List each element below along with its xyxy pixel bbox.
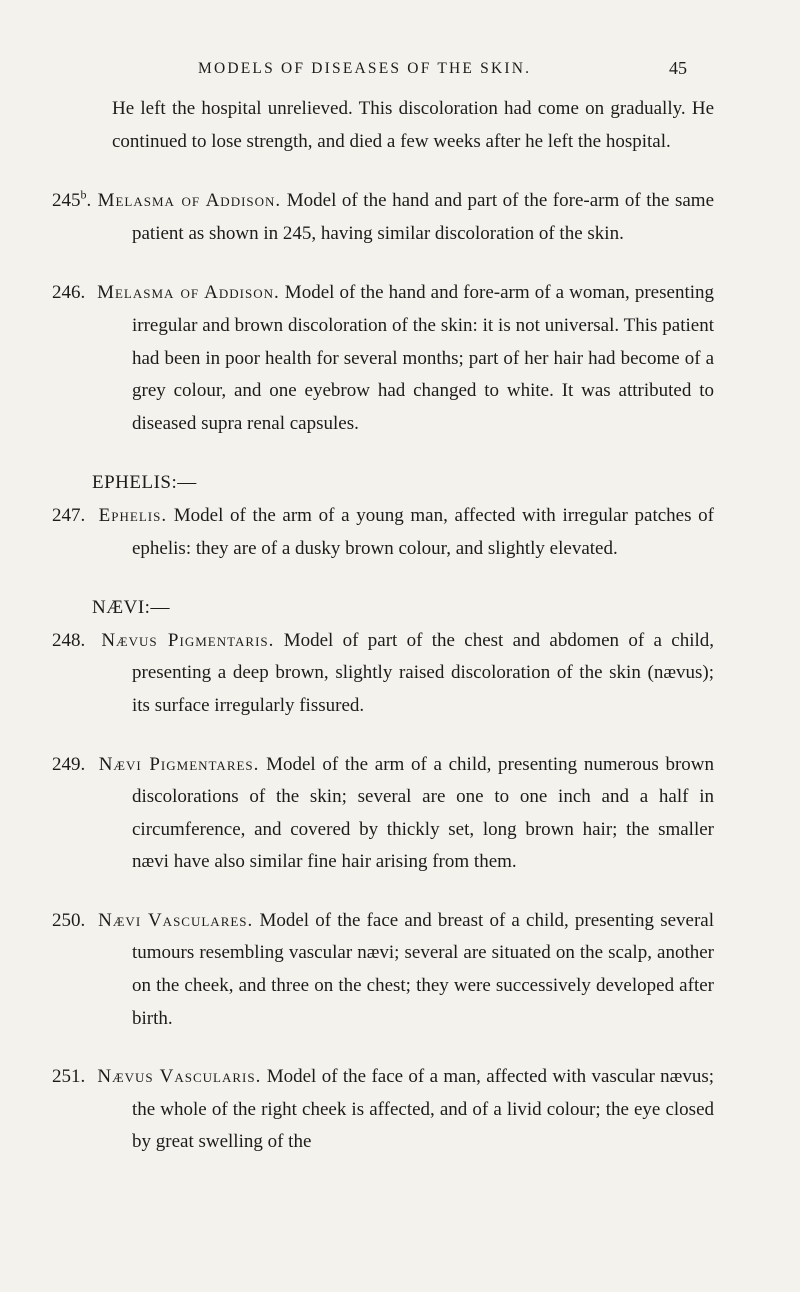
entry-title: Nævi Vasculares. [98, 909, 254, 931]
entry-249: 249. Nævi Pigmentares. Model of the arm of a child, presenting numerous brown discolorations of the skin; several are one to one inch and a half in circumference, and covered by thickly set, long brown hair; the smaller nævi have also similar fine hair arising from them. [52, 753, 715, 873]
continuation-paragraph: He left the hospital unrelieved. This discoloration had come on gradually. He continued to lose strength, and died a few weeks after he left the hospital. [112, 98, 714, 152]
entry-text: Model of the face and breast of a child, presenting several tumours resembling vascular nævi; several are situated on the scalp, another on the cheek, and three on the chest; they were successively developed after birth. [132, 909, 714, 1029]
entry-title: Melasma of Addison. [97, 282, 280, 304]
entry-245b: 245$^b$. Melasma of Addison. Model of the hand and part of the fore-arm of the same patient as shown in 245, having similar discoloration of the skin. [52, 187, 715, 244]
entry-248: 248. Nævus Pigmentaris. Model of part of the chest and abdomen of a child, presenting a deep brown, slightly raised discoloration of the skin (nævus); its surface irregularly fissured. [52, 629, 715, 716]
entry-number-superscript: b [80, 187, 87, 202]
section-heading-naevi: NÆVI:— [92, 597, 170, 619]
entry-title: Nævus Pigmentaris. [101, 629, 275, 651]
entry-title: Nævi Pigmentares. [98, 753, 260, 775]
entry-250: 250. Nævi Vasculares. Model of the face and breast of a child, presenting several tumours resembling vascular nævi; several are situated on the scalp, another on the cheek, and three on the chest; they were successively developed after birth. [52, 909, 714, 1029]
entry-text: Model of the hand and fore-arm of a woman, presenting irregular and brown discoloration of the skin: it is not universal. This patient had been in poor health for several months; part of her hair had become of a grey colour, and one eyebrow had changed to white. It was attributed to diseased supra renal capsules. [132, 282, 714, 434]
entry-title: Nævus Vascularis. [97, 1066, 262, 1088]
entry-text: Model of the hand and part of the fore-arm of the same patient as shown in 245, having similar discoloration of the skin. [132, 190, 715, 244]
running-title: MODELS OF DISEASES OF THE SKIN. [198, 60, 532, 77]
entry-246: 246. Melasma of Addison. Model of the hand and fore-arm of a woman, presenting irregular and brown discoloration of the skin: it is not universal. This patient had been in poor health for several months; part of her hair had become of a grey colour, and one eyebrow had changed to white. It was attributed to diseased supra renal capsules. [52, 282, 714, 434]
entry-title: Ephelis. [98, 504, 168, 526]
entry-text: Model of the arm of a young man, affected with irregular patches of ephelis: they are of a dusky brown colour, and slightly elevated. [132, 504, 714, 559]
entry-text: Model of the face of a man, affected with vascular nævus; the whole of the right cheek is affected, and of a livid colour; the eye closed by great swelling of the [132, 1066, 715, 1153]
entry-text: Model of the arm of a child, presenting numerous brown discolorations of the skin; several are one to one inch and a half in circumference, and covered by thickly set, long brown hair; the smaller nævi have also similar fine hair arising from them. [132, 753, 715, 873]
page-number: 45 [669, 58, 687, 78]
entry-251: 251. Nævus Vascularis. Model of the face of a man, affected with vascular nævus; the whole of the right cheek is affected, and of a livid colour; the eye closed by great swelling of the [52, 1066, 715, 1153]
entry-247: 247. Ephelis. Model of the arm of a young man, affected with irregular patches of ephelis: they are of a dusky brown colour, and slightly elevated. [52, 504, 714, 559]
entry-title: Melasma of Addison. [97, 190, 282, 212]
section-heading-ephelis: EPHELIS:— [92, 472, 197, 494]
entry-text: Model of part of the chest and abdomen of a child, presenting a deep brown, slightly raised discoloration of the skin (nævus); its surface irregularly fissured. [132, 629, 715, 716]
page-header [0, 58, 800, 84]
body-text [52, 93, 715, 1159]
